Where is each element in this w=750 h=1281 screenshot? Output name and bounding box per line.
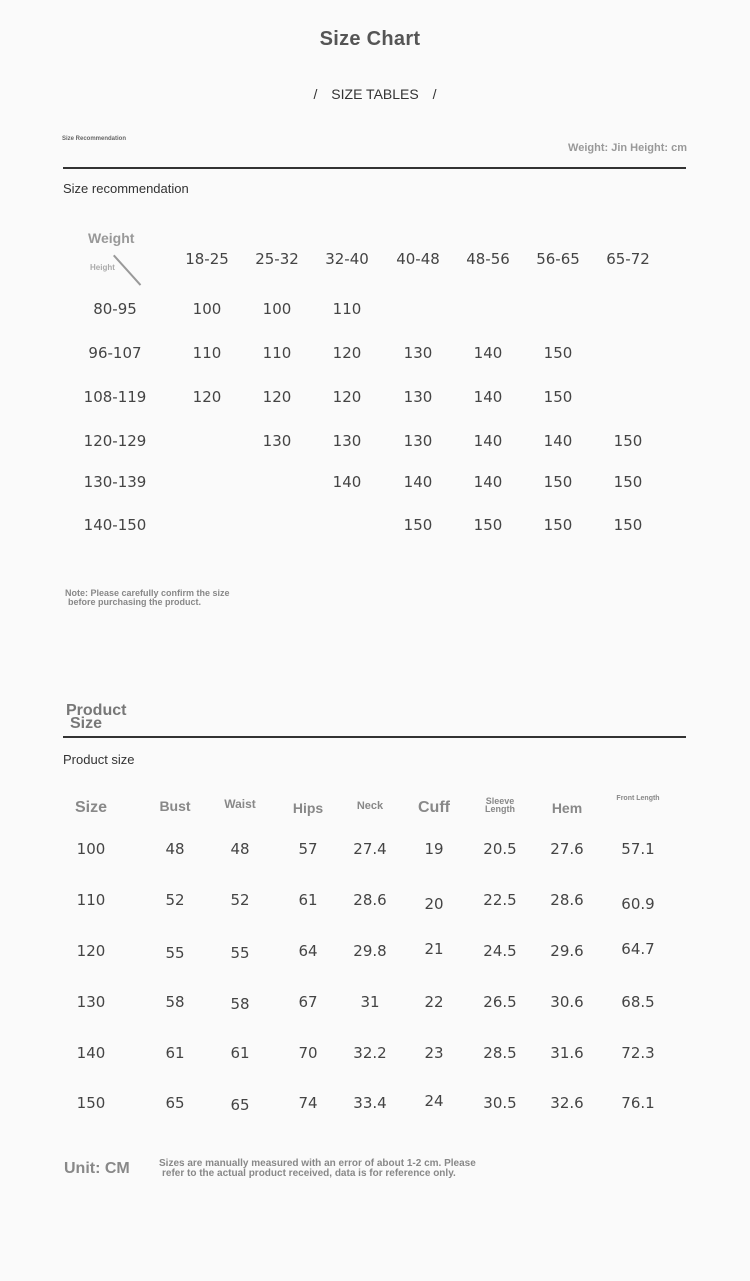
recommended-size-cell: 110	[192, 344, 222, 362]
subtitle-text: SIZE TABLES	[331, 86, 419, 102]
product-measurement-cell: 21	[424, 940, 444, 958]
product-measurement-cell: 31.6	[550, 1044, 584, 1062]
product-measurement-cell: 32.2	[353, 1044, 387, 1062]
product-measurement-cell: 29.8	[353, 942, 387, 960]
product-measurement-cell: 33.4	[353, 1094, 387, 1112]
product-column-header: Neck	[356, 800, 384, 812]
product-measurement-cell: 32.6	[550, 1094, 584, 1112]
page-title: Size Chart	[319, 28, 421, 50]
divider-top	[63, 167, 686, 169]
product-measurement-cell: 52	[165, 891, 185, 909]
product-column-header: Hips	[292, 800, 324, 816]
disclaimer-line-1: Sizes are manually measured with an error of about 1-2 cm. Please	[159, 1158, 476, 1169]
product-measurement-cell: 28.5	[483, 1044, 517, 1062]
product-measurement-cell: 30.6	[550, 993, 584, 1011]
recommended-size-cell: 130	[403, 344, 433, 362]
product-measurement-cell: 60.9	[621, 895, 655, 913]
height-row-header: 80-95	[93, 300, 137, 318]
product-size-cell: 100	[76, 840, 106, 858]
product-measurement-cell: 48	[230, 840, 250, 858]
recommended-size-cell: 150	[543, 516, 573, 534]
slash-right: /	[432, 86, 437, 102]
product-measurement-cell: 74	[298, 1094, 318, 1112]
height-row-header: 140-150	[83, 516, 147, 534]
product-size-cell: 130	[76, 993, 106, 1011]
product-measurement-cell: 57	[298, 840, 318, 858]
product-measurement-cell: 23	[424, 1044, 444, 1062]
product-measurement-cell: 29.6	[550, 942, 584, 960]
product-measurement-cell: 27.4	[353, 840, 387, 858]
recommended-size-cell: 140	[332, 473, 362, 491]
size-tables-subtitle	[0, 86, 750, 102]
product-size-heading	[66, 704, 126, 730]
product-measurement-cell: 64.7	[621, 940, 655, 958]
product-measurement-cell: 20.5	[483, 840, 517, 858]
product-measurement-cell: 20	[424, 895, 444, 913]
product-measurement-cell: 68.5	[621, 993, 655, 1011]
recommended-size-cell: 150	[543, 473, 573, 491]
tiny-section-label: Size Recommendation	[62, 136, 127, 142]
height-row-header: 108-119	[83, 388, 147, 406]
product-measurement-cell: 67	[298, 993, 318, 1011]
recommended-size-cell: 140	[403, 473, 433, 491]
product-heading-line-1: Product	[66, 702, 127, 719]
product-measurement-cell: 57.1	[621, 840, 655, 858]
recommended-size-cell: 150	[613, 516, 643, 534]
recommended-size-cell: 120	[262, 388, 292, 406]
product-measurement-cell: 24	[424, 1092, 444, 1110]
recommended-size-cell: 120	[192, 388, 222, 406]
height-row-header: 130-139	[83, 473, 147, 491]
product-measurement-cell: 61	[165, 1044, 185, 1062]
recommended-size-cell: 120	[332, 388, 362, 406]
weight-column-header: 25-32	[255, 250, 299, 268]
recommended-size-cell: 110	[262, 344, 292, 362]
product-measurement-cell: 58	[165, 993, 185, 1011]
recommended-size-cell: 100	[262, 300, 292, 318]
recommended-size-cell: 110	[332, 300, 362, 318]
recommended-size-cell: 140	[473, 432, 503, 450]
product-measurement-cell: 55	[165, 944, 185, 962]
recommended-size-cell: 150	[613, 473, 643, 491]
product-column-header: Cuff	[418, 799, 450, 816]
recommended-size-cell: 100	[192, 300, 222, 318]
weight-column-header: 18-25	[185, 250, 229, 268]
recommendation-section-label: Size recommendation	[63, 181, 189, 196]
product-size-cell: 150	[76, 1094, 106, 1112]
product-measurement-cell: 22	[424, 993, 444, 1011]
recommended-size-cell: 150	[543, 344, 573, 362]
product-measurement-cell: 28.6	[353, 891, 387, 909]
product-measurement-cell: 26.5	[483, 993, 517, 1011]
product-measurement-cell: 27.6	[550, 840, 584, 858]
units-label: Weight: Jin Height: cm	[568, 142, 687, 154]
weight-column-header: 40-48	[396, 250, 440, 268]
recommended-size-cell: 150	[473, 516, 503, 534]
product-measurement-cell: 30.5	[483, 1094, 517, 1112]
product-measurement-cell: 64	[298, 942, 318, 960]
product-measurement-cell: 61	[298, 891, 318, 909]
product-measurement-cell: 61	[230, 1044, 250, 1062]
corner-weight-label: Weight	[88, 230, 135, 246]
recommended-size-cell: 130	[403, 388, 433, 406]
note-line-2: before purchasing the product.	[68, 597, 202, 607]
height-row-header: 120-129	[83, 432, 147, 450]
product-measurement-cell: 52	[230, 891, 250, 909]
product-measurement-cell: 31	[360, 993, 380, 1011]
weight-column-header: 65-72	[606, 250, 650, 268]
product-column-header: Size	[74, 799, 107, 816]
product-measurement-cell: 58	[230, 995, 250, 1013]
corner-diagonal-line	[113, 255, 141, 286]
height-row-header: 96-107	[88, 344, 142, 362]
weight-column-header: 32-40	[325, 250, 369, 268]
recommendation-note	[65, 589, 230, 607]
product-measurement-cell: 48	[165, 840, 185, 858]
product-size-cell: 140	[76, 1044, 106, 1062]
product-column-header: Waist	[224, 797, 256, 811]
weight-column-header: 56-65	[536, 250, 580, 268]
corner-height-label: Height	[90, 263, 115, 272]
product-measurement-cell: 70	[298, 1044, 318, 1062]
note-line-1: Note: Please carefully confirm the size	[65, 588, 230, 598]
product-column-header: Hem	[551, 800, 583, 816]
recommended-size-cell: 130	[332, 432, 362, 450]
product-column-header: Front Length	[616, 795, 660, 802]
product-measurement-cell: 19	[424, 840, 444, 858]
recommended-size-cell: 150	[613, 432, 643, 450]
divider-product	[63, 736, 686, 738]
recommended-size-cell: 140	[473, 344, 503, 362]
recommended-size-cell: 140	[473, 388, 503, 406]
product-measurement-cell: 28.6	[550, 891, 584, 909]
product-size-cell: 110	[76, 891, 106, 909]
recommended-size-cell: 120	[332, 344, 362, 362]
product-column-header: Sleeve Length	[485, 796, 515, 814]
product-measurement-cell: 76.1	[621, 1094, 655, 1112]
product-measurement-cell: 24.5	[483, 942, 517, 960]
unit-label: Unit: CM	[64, 1160, 130, 1177]
recommended-size-cell: 140	[543, 432, 573, 450]
slash-left: /	[313, 86, 318, 102]
recommended-size-cell: 130	[403, 432, 433, 450]
recommended-size-cell: 150	[403, 516, 433, 534]
product-column-header: Bust	[159, 798, 191, 814]
product-measurement-cell: 72.3	[621, 1044, 655, 1062]
product-size-cell: 120	[76, 942, 106, 960]
recommended-size-cell: 130	[262, 432, 292, 450]
product-measurement-cell: 65	[165, 1094, 185, 1112]
recommended-size-cell: 150	[543, 388, 573, 406]
measurement-disclaimer	[159, 1159, 476, 1179]
weight-column-header: 48-56	[466, 250, 510, 268]
product-measurement-cell: 22.5	[483, 891, 517, 909]
product-heading-line-2: Size	[70, 715, 103, 732]
product-section-label: Product size	[63, 752, 135, 767]
recommended-size-cell: 140	[473, 473, 503, 491]
disclaimer-line-2: refer to the actual product received, data is for reference only.	[162, 1168, 456, 1179]
product-measurement-cell: 65	[230, 1096, 250, 1114]
product-measurement-cell: 55	[230, 944, 250, 962]
